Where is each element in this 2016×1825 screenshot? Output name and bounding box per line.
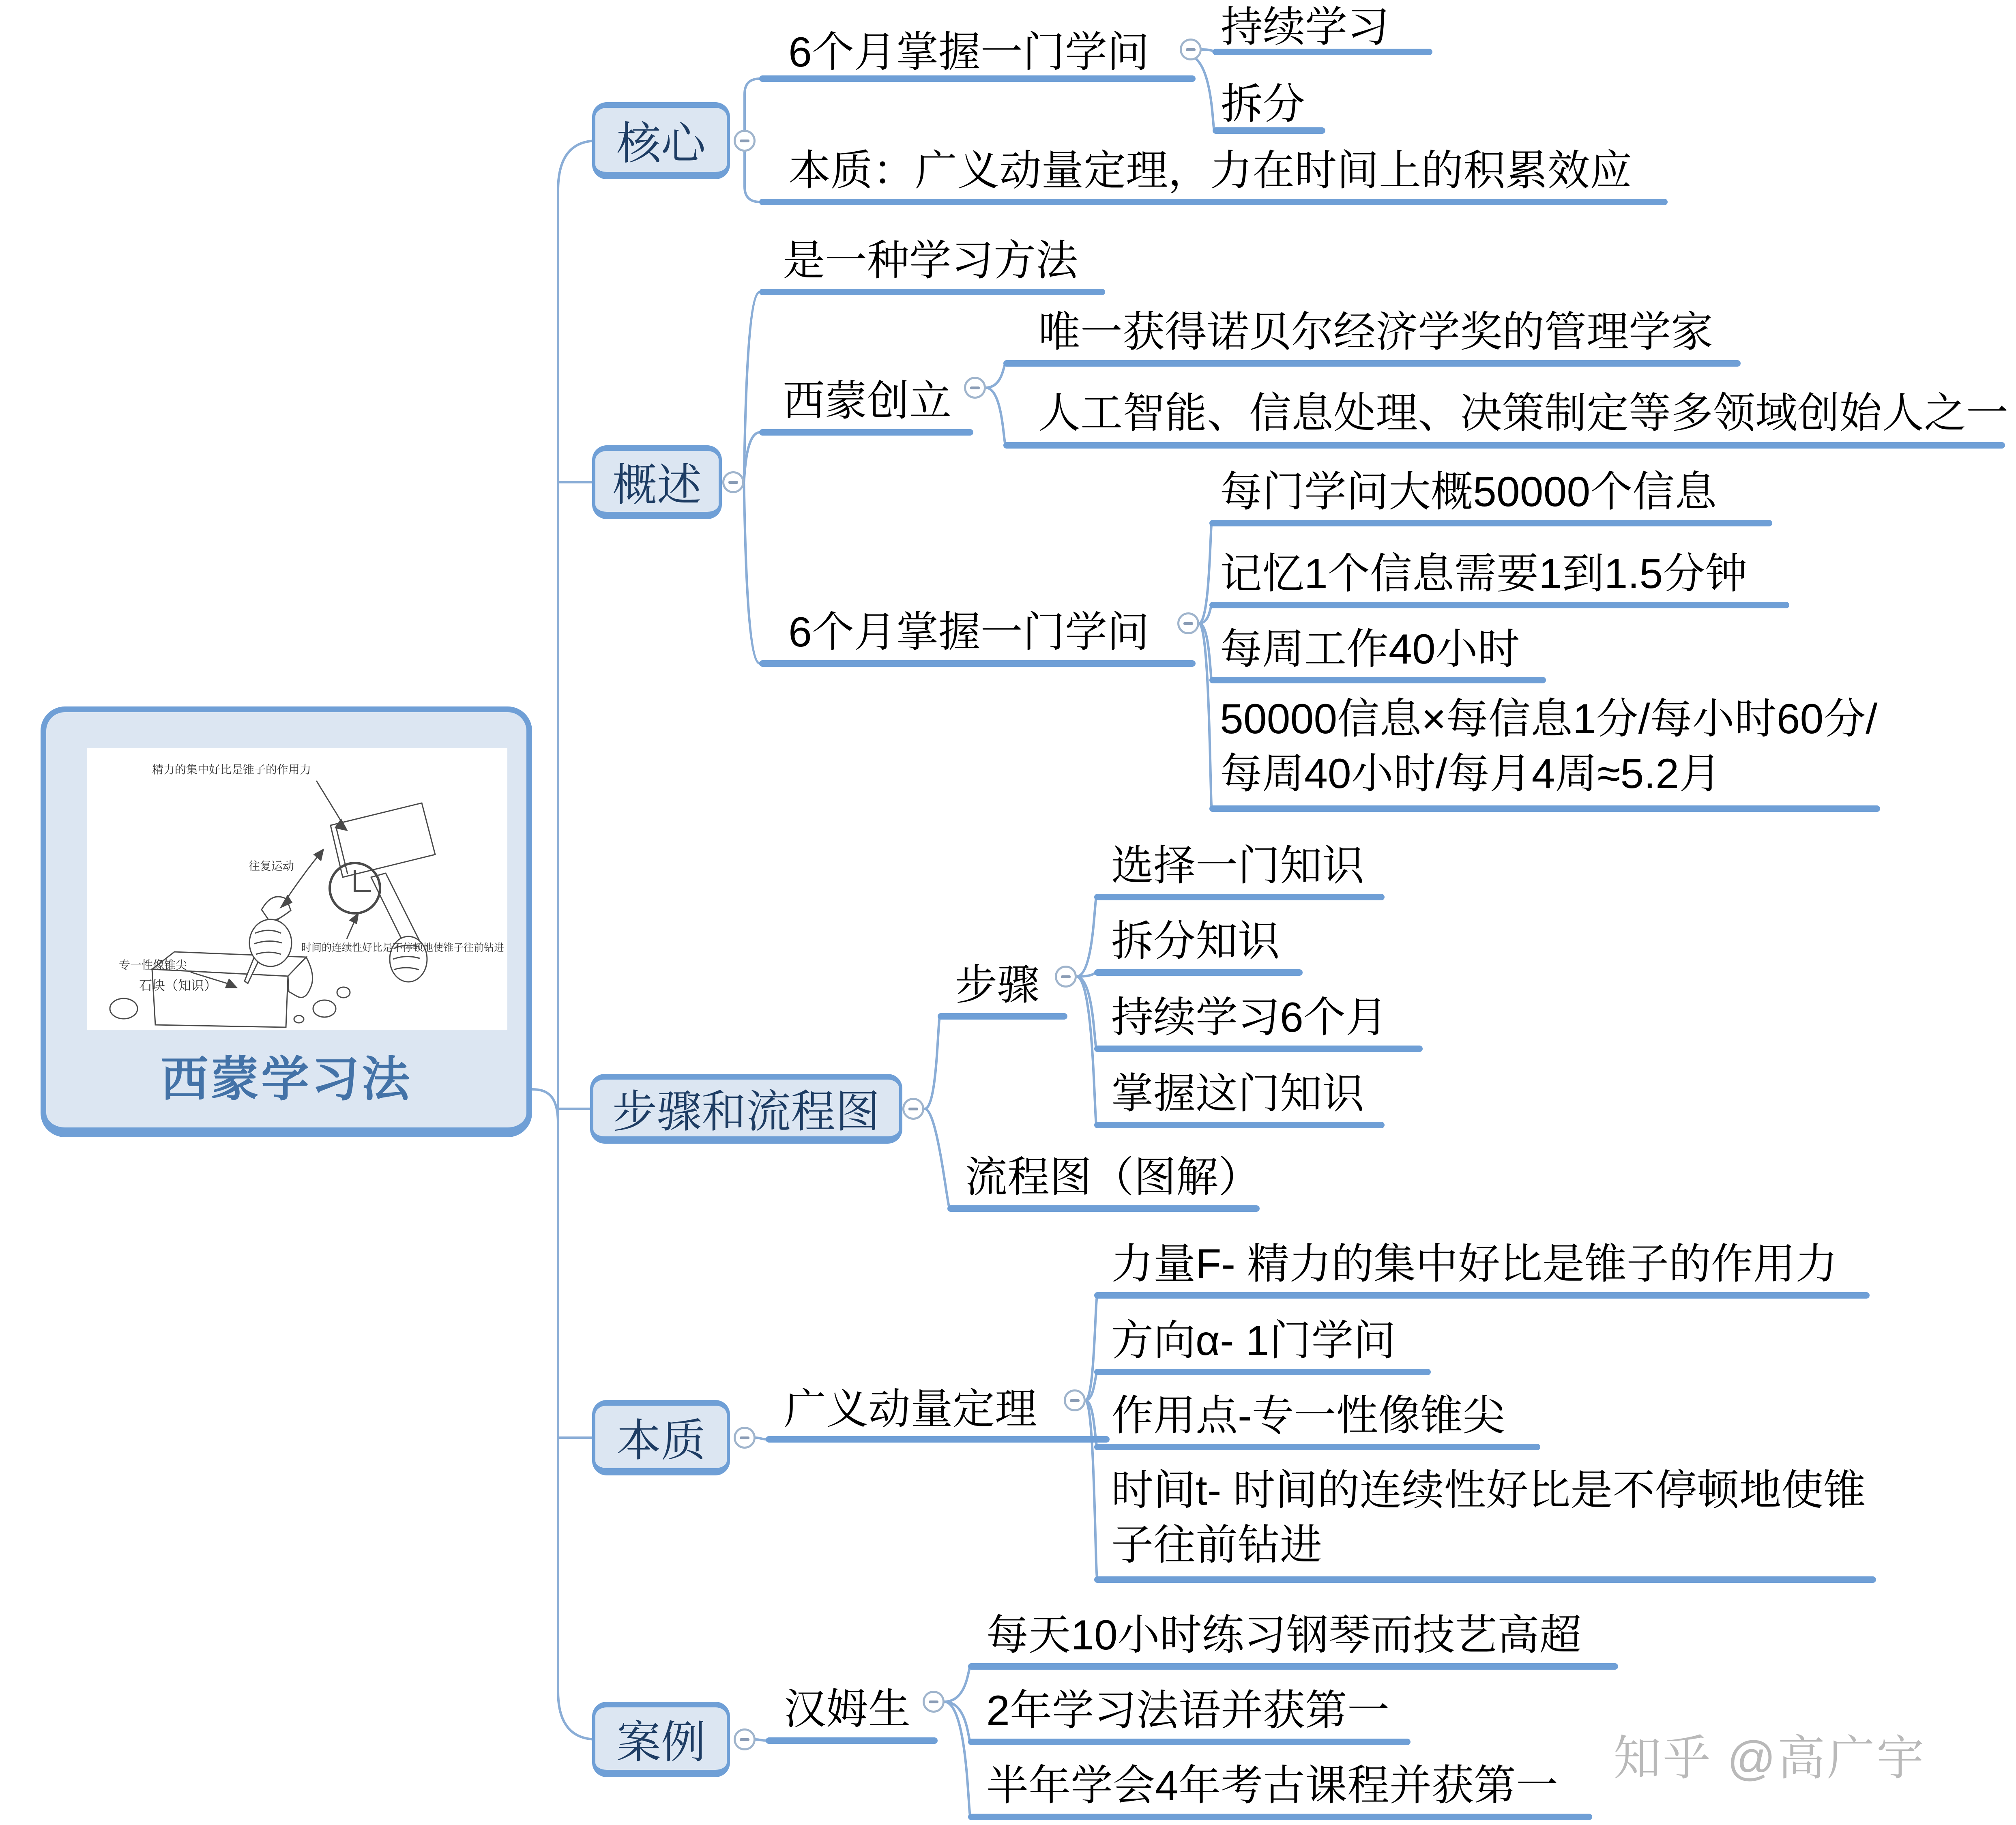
- collapse-icon-overview-six-months[interactable]: [1177, 612, 1199, 634]
- subtopic-step4[interactable]: 掌握这门知识: [1111, 1070, 1365, 1117]
- branch-line: [1094, 1046, 1423, 1052]
- collapse-icon-core[interactable]: [734, 130, 756, 152]
- subtopic-simon[interactable]: 西蒙创立: [783, 378, 952, 425]
- subtopic-step1[interactable]: 选择一门知识: [1111, 842, 1365, 889]
- branch-line: [1094, 1576, 1876, 1583]
- subtopic-step3[interactable]: 持续学习6个月: [1111, 994, 1388, 1041]
- topic-overview[interactable]: [592, 445, 722, 519]
- branch-line: [1003, 360, 1741, 367]
- subtopic-french[interactable]: 2年学习法语并获第一: [986, 1687, 1389, 1734]
- branch-line: [1094, 1369, 1431, 1375]
- branch-line: [938, 1013, 1067, 1020]
- subtopic-nobel[interactable]: 唯一获得诺贝尔经济学奖的管理学家: [1038, 309, 1713, 356]
- branch-line: [766, 1737, 938, 1744]
- illustration-label-time: 时间的连续性好比是不停顿地使锥子往前钻进: [301, 942, 505, 953]
- subtopic-overview-six-months[interactable]: 6个月掌握一门学问: [788, 609, 1149, 656]
- subtopic-memory-time[interactable]: 记忆1个信息需要1到1.5分钟: [1220, 550, 1748, 597]
- subtopic-calculation[interactable]: 50000信息×每信息1分/每小时60分/每周40小时/每月4周≈5.2月: [1220, 696, 1878, 798]
- branch-line: [1094, 894, 1385, 900]
- branch-line: [968, 1814, 1592, 1820]
- branch-line: [1209, 602, 1789, 608]
- subtopic-core-six-months[interactable]: 6个月掌握一门学问: [788, 29, 1149, 76]
- subtopic-time[interactable]: 时间t- 时间的连续性好比是不停顿地使锥子往前钻进: [1111, 1467, 1866, 1569]
- topic-steps-flow[interactable]: [590, 1074, 902, 1144]
- awl-stone-illustration: [87, 748, 507, 1030]
- subtopic-method[interactable]: 是一种学习方法: [783, 237, 1078, 284]
- branch-line: [766, 1436, 1110, 1443]
- illustration-label-motion: 往复运动: [249, 860, 294, 872]
- collapse-icon-cases[interactable]: [734, 1728, 756, 1750]
- subtopic-point[interactable]: 作用点-专一性像锥尖: [1111, 1392, 1505, 1439]
- root-topic-title[interactable]: 西蒙学习法: [160, 1053, 412, 1106]
- illustration-label-force: 精力的集中好比是锥子的作用力: [152, 763, 311, 776]
- topic-cases-label: 案例: [616, 1718, 706, 1767]
- subtopic-flowchart[interactable]: 流程图（图解）: [965, 1154, 1261, 1201]
- branch-line: [759, 199, 1668, 205]
- branch-line: [759, 660, 1196, 667]
- branch-line: [1094, 1292, 1870, 1299]
- branch-line: [1003, 442, 2005, 449]
- collapse-icon-core-six-months[interactable]: [1180, 39, 1202, 60]
- illustration-label-tip: 专一性像锥尖: [119, 959, 187, 971]
- collapse-icon-essence[interactable]: [734, 1427, 756, 1449]
- subtopic-theorem[interactable]: 广义动量定理: [784, 1386, 1037, 1433]
- topic-overview-label: 概述: [612, 460, 702, 510]
- branch-line: [968, 1663, 1618, 1670]
- subtopic-step2[interactable]: 拆分知识: [1111, 918, 1280, 965]
- branch-line: [1094, 1122, 1385, 1128]
- collapse-icon-simon[interactable]: [964, 377, 986, 399]
- branch-line: [968, 1739, 1411, 1745]
- collapse-icon-overview[interactable]: [722, 471, 744, 493]
- topic-core[interactable]: [592, 102, 730, 179]
- subtopic-founder[interactable]: 人工智能、信息处理、决策制定等多领域创始人之一: [1038, 390, 2009, 437]
- subtopic-info-count[interactable]: 每门学问大概50000个信息: [1220, 468, 1717, 515]
- subtopic-archaeology[interactable]: 半年学会4年考古课程并获第一: [986, 1762, 1558, 1809]
- subtopic-continuous-learning[interactable]: 持续学习: [1221, 4, 1390, 51]
- collapse-icon-steps-flow[interactable]: [902, 1098, 924, 1120]
- subtopic-split[interactable]: 拆分: [1221, 81, 1305, 128]
- subtopic-force[interactable]: 力量F- 精力的集中好比是锥子的作用力: [1111, 1241, 1838, 1288]
- topic-essence-label: 本质: [616, 1416, 706, 1466]
- collapse-icon-theorem[interactable]: [1064, 1389, 1086, 1411]
- branch-line: [1094, 969, 1303, 976]
- topic-cases[interactable]: [592, 1702, 730, 1777]
- subtopic-hamsun[interactable]: 汉姆生: [784, 1686, 911, 1733]
- collapse-icon-steps[interactable]: [1055, 966, 1077, 988]
- subtopic-direction[interactable]: 方向α- 1门学问: [1111, 1317, 1396, 1364]
- zhihu-watermark: 知乎 @高广宇: [1613, 1732, 1926, 1785]
- branch-line: [1209, 677, 1546, 683]
- illustration-label-stone: 石块（知识）: [139, 978, 217, 993]
- topic-core-label: 核心: [616, 119, 706, 169]
- branch-line: [759, 289, 1105, 295]
- branch-line: [1094, 1444, 1540, 1450]
- branch-line: [759, 429, 973, 436]
- subtopic-essence-line[interactable]: 本质：广义动量定理，力在时间上的积累效应: [788, 147, 1632, 194]
- branch-line: [947, 1205, 1260, 1212]
- root-topic[interactable]: [41, 706, 532, 1137]
- collapse-icon-hamsun[interactable]: [923, 1691, 945, 1713]
- branch-line: [1209, 805, 1880, 812]
- subtopic-steps[interactable]: 步骤: [955, 962, 1040, 1009]
- subtopic-piano[interactable]: 每天10小时练习钢琴而技艺高超: [986, 1612, 1582, 1659]
- topic-steps-flow-label: 步骤和流程图: [612, 1087, 880, 1137]
- branch-line: [1209, 520, 1772, 526]
- subtopic-work-hours[interactable]: 每周工作40小时: [1220, 626, 1520, 673]
- topic-essence[interactable]: [592, 1400, 730, 1475]
